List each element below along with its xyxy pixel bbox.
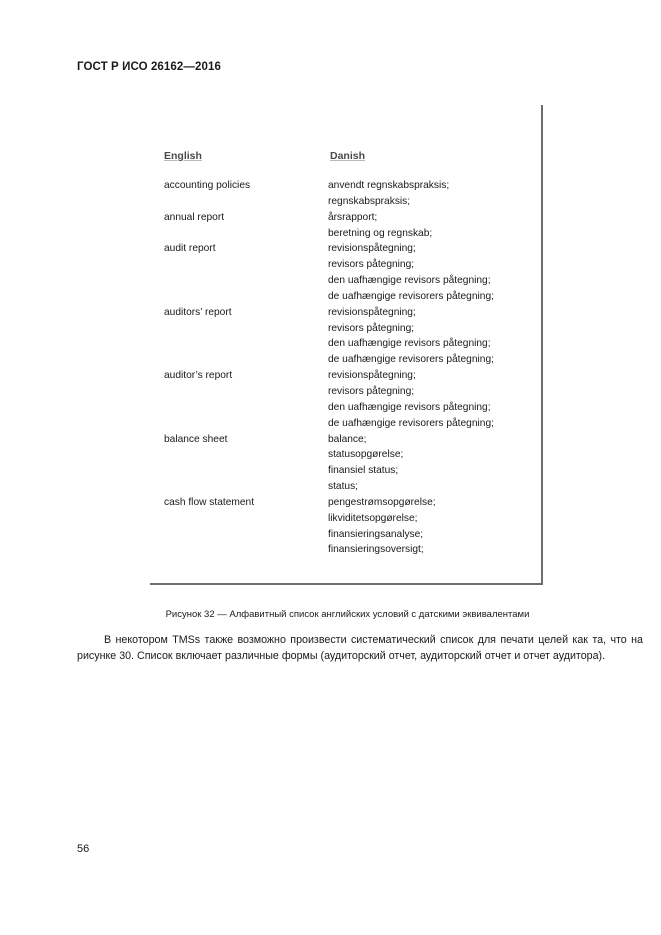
body-paragraph: В некотором TMSs также возможно произвести систематический список для печати целей как та, что на рисунке 30. Список включает различные формы (аудиторский отчет, аудиторский отчет и отчет аудитора). <box>77 634 643 663</box>
english-term: auditor’s report <box>164 370 233 382</box>
term-entry <box>164 210 524 242</box>
danish-term: pengestrømsopgørelse; <box>328 496 436 508</box>
term-entry <box>164 432 524 495</box>
danish-term: beretning og regnskab; <box>328 227 433 239</box>
danish-equivalents <box>328 432 524 495</box>
danish-term: årsrapport; <box>328 211 378 223</box>
danish-term: revisors påtegning; <box>328 259 415 271</box>
danish-term: revisionspåtegning; <box>328 243 416 255</box>
danish-equivalents <box>328 241 524 304</box>
danish-equivalents <box>328 178 524 210</box>
danish-term: statusopgørelse; <box>328 449 404 461</box>
english-term: auditors’ report <box>164 306 232 318</box>
page-number: 56 <box>77 843 90 855</box>
body-text <box>77 632 643 664</box>
danish-term: den uafhængige revisors påtegning; <box>328 338 491 350</box>
document-header: ГОСТ Р ИСО 26162—2016 <box>77 61 222 73</box>
term-entry <box>164 305 524 368</box>
term-entry <box>164 495 524 558</box>
danish-term: de uafhængige revisorers påtegning; <box>328 354 494 366</box>
danish-term: revisors påtegning; <box>328 385 415 397</box>
term-list <box>164 178 524 558</box>
danish-term: den uafhængige revisors påtegning; <box>328 401 491 413</box>
danish-term: likviditetsopgørelse; <box>328 512 418 524</box>
danish-term: de uafhængige revisorers påtegning; <box>328 290 494 302</box>
danish-term: finansiel status; <box>328 465 399 477</box>
danish-equivalents <box>328 368 524 431</box>
danish-equivalents <box>328 210 524 242</box>
english-term: annual report <box>164 211 225 223</box>
term-entry <box>164 241 524 304</box>
danish-term: balance; <box>328 433 367 445</box>
column-header-english: English <box>164 150 202 162</box>
danish-term: den uafhængige revisors påtegning; <box>328 275 491 287</box>
column-header-danish: Danish <box>330 150 366 162</box>
danish-term: finansieringsoversigt; <box>328 544 424 556</box>
danish-equivalents <box>328 495 524 558</box>
danish-term: regnskabspraksis; <box>328 195 411 207</box>
danish-term: revisionspåtegning; <box>328 306 416 318</box>
danish-term: revisors påtegning; <box>328 322 415 334</box>
english-term: accounting policies <box>164 180 251 191</box>
danish-equivalents <box>328 305 524 368</box>
danish-term: de uafhængige revisorers påtegning; <box>328 417 494 429</box>
term-entry <box>164 178 524 210</box>
english-term: balance sheet <box>164 433 228 445</box>
figure-caption-text: Рисунок 32 — Алфавитный список английских условий с датскими эквивалентами <box>165 609 530 620</box>
danish-term: status; <box>328 481 359 493</box>
danish-term: finansieringsanalyse; <box>328 528 424 540</box>
danish-term: revisionspåtegning; <box>328 370 416 382</box>
term-entry <box>164 368 524 431</box>
english-term: audit report <box>164 243 216 255</box>
figure-caption <box>0 609 661 620</box>
danish-term: anvendt regnskabspraksis; <box>328 180 450 191</box>
english-term: cash flow statement <box>164 496 255 508</box>
